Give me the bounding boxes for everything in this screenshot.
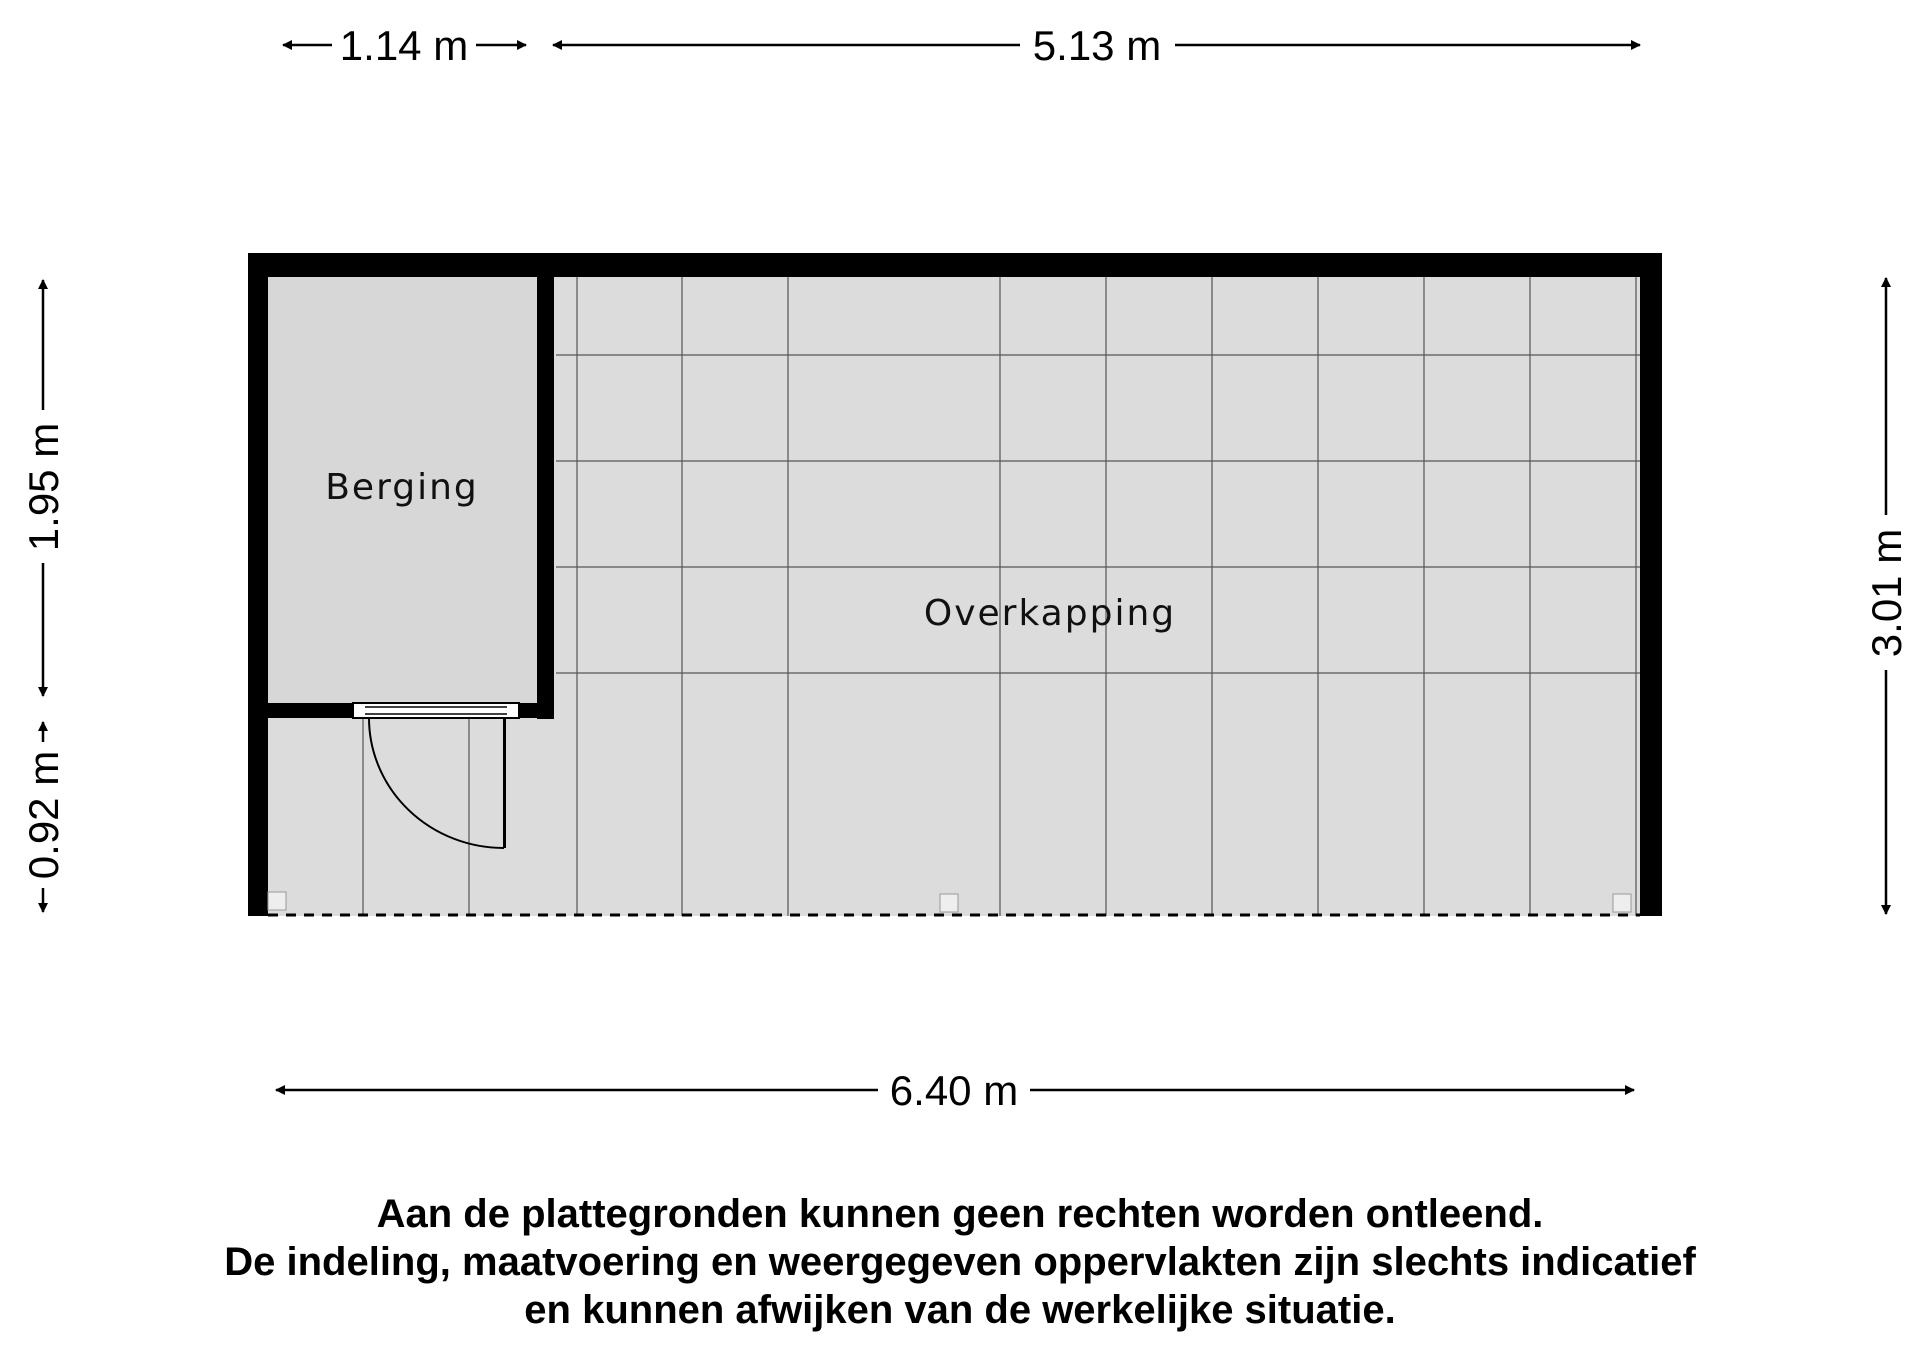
wall-berging-divider bbox=[537, 253, 554, 719]
disclaimer-line-3: en kunnen afwijken van de werkelijke situatie. bbox=[524, 1288, 1396, 1332]
dimension-label-left-lower: 0.92 m bbox=[20, 750, 67, 880]
dimension-label-top-right: 5.13 m bbox=[1032, 22, 1162, 69]
room-label-berging: Berging bbox=[325, 467, 479, 508]
wall-right bbox=[1640, 253, 1662, 916]
post bbox=[268, 892, 286, 910]
wall-left bbox=[248, 253, 268, 916]
dimension-label-left-upper: 1.95 m bbox=[20, 422, 67, 552]
room-label-overkapping: Overkapping bbox=[923, 593, 1177, 634]
wall-top bbox=[248, 253, 1662, 277]
disclaimer-line-2: De indeling, maatvoering en weergegeven oppervlakten zijn slechts indicatief bbox=[224, 1240, 1696, 1284]
post bbox=[1613, 894, 1631, 912]
dimension-label-right: 3.01 m bbox=[1863, 528, 1910, 658]
disclaimer-line-1: Aan de plattegronden kunnen geen rechten worden ontleend. bbox=[376, 1192, 1544, 1236]
disclaimer bbox=[0, 1190, 1920, 1334]
dimension-label-bottom: 6.40 m bbox=[889, 1067, 1019, 1114]
post bbox=[940, 894, 958, 912]
dimension-label-top-left: 1.14 m bbox=[339, 22, 469, 69]
